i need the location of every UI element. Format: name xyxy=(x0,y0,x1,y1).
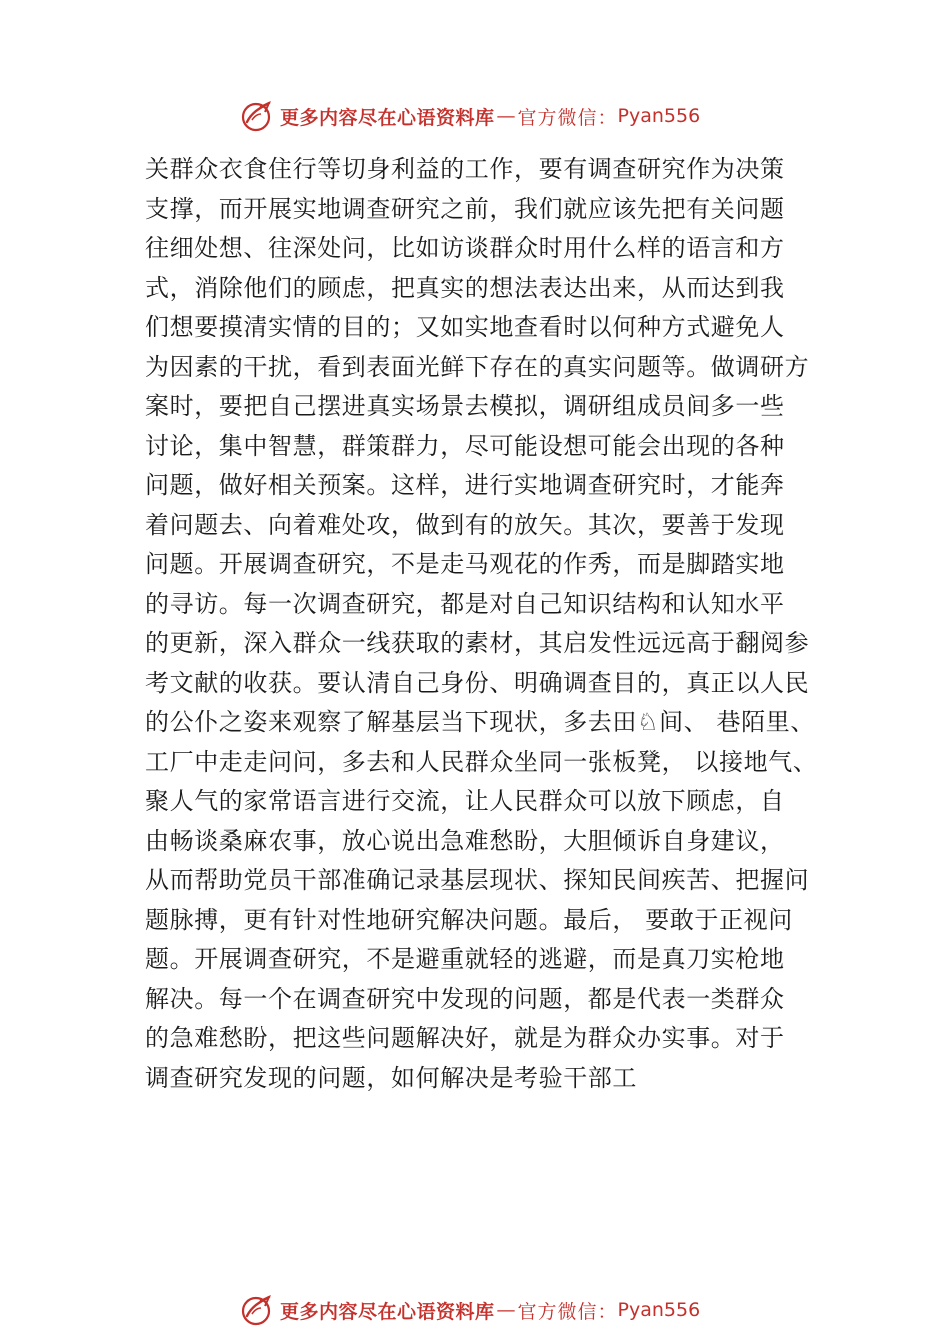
text-line: 解决。每一个在调查研究中发现的问题，都是代表一类群众 xyxy=(145,984,785,1013)
text-line: 为因素的干扰，看到表面光鲜下存在的真实问题等。做调研方 xyxy=(145,352,810,381)
brand-logo-icon xyxy=(238,98,274,134)
text-line: 支撑，而开展实地调查研究之前，我们就应该先把有关问题 xyxy=(145,194,785,223)
banner-title: 更多内容尽在心语资料库 xyxy=(280,106,495,129)
text-line: 工厂中走走问问，多去和人民群众坐同一张板凳， 以接地气、 xyxy=(145,747,818,776)
banner-subtitle: 官方微信： xyxy=(517,1300,618,1323)
article-body xyxy=(145,150,825,1098)
text-line: 调查研究发现的问题，如何解决是考验干部工 xyxy=(145,1063,637,1092)
brand-logo-icon xyxy=(238,1292,274,1328)
banner-account: Pyan556 xyxy=(617,1299,701,1321)
banner-account: Pyan556 xyxy=(617,105,701,127)
text-line: 案时，要把自己摆进真实场景去模拟，调研组成员间多一些 xyxy=(145,392,785,420)
text-line: 着问题去、向着难处攻，做到有的放矢。其次，要善于发现 xyxy=(145,510,785,539)
banner-subtitle: 官方微信： xyxy=(517,106,618,129)
text-line: 往细处想、往深处问，比如访谈群众时用什么样的语言和方 xyxy=(145,234,785,262)
text-line: 的寻访。每一次调查研究，都是对自己知识结构和认知水平 xyxy=(145,589,785,618)
text-line: 式，消除他们的顾虑，把真实的想法表达出来，从而达到我 xyxy=(145,273,785,302)
text-line: 的公仆之姿来观察了解基层当下现状，多去田♘间、 巷陌里、 xyxy=(145,708,815,736)
text-line: 题脉搏，更有针对性地研究解决问题。最后， 要敢于正视问 xyxy=(145,905,793,934)
text-line: 们想要摸清实情的目的；又如实地查看时以何种方式避免人 xyxy=(145,313,785,341)
text-line: 的急难愁盼，把这些问题解决好，就是为群众办实事。对于 xyxy=(145,1024,785,1052)
banner-separator: — xyxy=(496,105,516,127)
text-line: 由畅谈桑麻农事，放心说出急难愁盼，大胆倾诉自身建议， xyxy=(145,826,785,855)
text-line: 从而帮助党员干部准确记录基层现状、探知民间疾苦、把握问 xyxy=(145,866,810,894)
footer-banner xyxy=(238,1290,700,1330)
text-line: 问题，做好相关预案。这样，进行实地调查研究时，才能奔 xyxy=(145,471,785,499)
text-line: 问题。开展调查研究，不是走马观花的作秀，而是脚踏实地 xyxy=(145,550,785,578)
text-line: 的更新，深入群众一线获取的素材，其启发性远远高于翻阅参 xyxy=(145,629,810,657)
text-line: 关群众衣食住行等切身利益的工作，要有调查研究作为决策 xyxy=(145,155,785,183)
banner-title: 更多内容尽在心语资料库 xyxy=(280,1300,495,1323)
text-line: 题。开展调查研究，不是避重就轻的逃避，而是真刀实枪地 xyxy=(145,945,785,973)
banner-separator: — xyxy=(496,1299,516,1321)
text-line: 考文献的收获。要认清自己身份、明确调查目的，真正以人民 xyxy=(145,668,810,697)
text-line: 聚人气的家常语言进行交流，让人民群众可以放下顾虑，自 xyxy=(145,787,785,815)
text-line: 讨论，集中智慧，群策群力，尽可能设想可能会出现的各种 xyxy=(145,431,785,460)
header-banner xyxy=(238,96,700,136)
